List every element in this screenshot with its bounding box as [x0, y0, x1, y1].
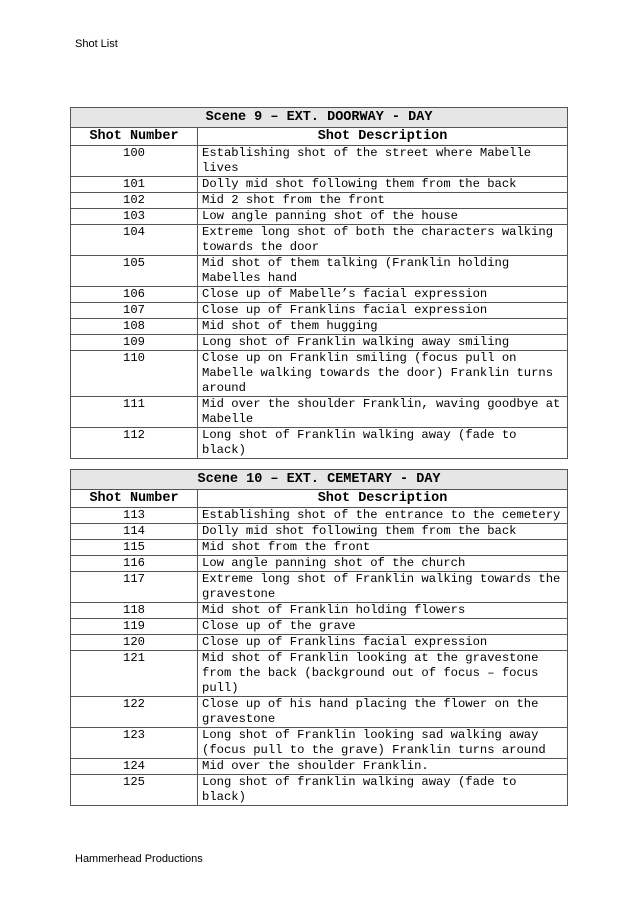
- table-row: [71, 287, 568, 303]
- shot-number: 114: [71, 524, 198, 540]
- shot-number: 118: [71, 603, 198, 619]
- table-row: [71, 397, 568, 428]
- table-row: [71, 351, 568, 397]
- table-row: [71, 335, 568, 351]
- table-row: [71, 177, 568, 193]
- shot-description: Mid over the shoulder Franklin, waving goodbye at Mabelle: [198, 397, 568, 428]
- shot-number: 119: [71, 619, 198, 635]
- shot-number: 113: [71, 508, 198, 524]
- table-row: [71, 508, 568, 524]
- table-row: [71, 428, 568, 459]
- table-row: [71, 759, 568, 775]
- shot-description: Extreme long shot of Franklin walking towards the gravestone: [198, 572, 568, 603]
- shot-description: Low angle panning shot of the church: [198, 556, 568, 572]
- shot-description: Close up of Mabelle’s facial expression: [198, 287, 568, 303]
- table-row: [71, 775, 568, 806]
- table-row: [71, 146, 568, 177]
- shot-description: Close up of his hand placing the flower on the gravestone: [198, 697, 568, 728]
- shot-description: Mid over the shoulder Franklin.: [198, 759, 568, 775]
- shot-description: Mid 2 shot from the front: [198, 193, 568, 209]
- table-row: [71, 256, 568, 287]
- shot-description: Long shot of franklin walking away (fade to black): [198, 775, 568, 806]
- shot-description: Dolly mid shot following them from the back: [198, 177, 568, 193]
- shot-description: Mid shot of them talking (Franklin holding Mabelles hand: [198, 256, 568, 287]
- table-row: [71, 651, 568, 697]
- shot-description: Extreme long shot of both the characters walking towards the door: [198, 225, 568, 256]
- table-row: [71, 193, 568, 209]
- page-header: Shot List: [75, 38, 118, 50]
- shot-number: 116: [71, 556, 198, 572]
- shot-description: Dolly mid shot following them from the back: [198, 524, 568, 540]
- shot-description: Establishing shot of the entrance to the cemetery: [198, 508, 568, 524]
- shot-number: 124: [71, 759, 198, 775]
- shot-number: 104: [71, 225, 198, 256]
- shot-number: 105: [71, 256, 198, 287]
- table-row: [71, 619, 568, 635]
- shot-number: 103: [71, 209, 198, 225]
- shot-number-header: Shot Number: [71, 490, 198, 508]
- shot-number: 110: [71, 351, 198, 397]
- shot-number: 121: [71, 651, 198, 697]
- table-row: [71, 572, 568, 603]
- shot-description: Close up of Franklins facial expression: [198, 635, 568, 651]
- shot-number: 122: [71, 697, 198, 728]
- shot-description: Close up on Franklin smiling (focus pull on Mabelle walking towards the door) Franklin turns around: [198, 351, 568, 397]
- shot-description: Low angle panning shot of the house: [198, 209, 568, 225]
- shot-description-header: Shot Description: [198, 128, 568, 146]
- shot-description: Close up of Franklins facial expression: [198, 303, 568, 319]
- shot-description: Mid shot of them hugging: [198, 319, 568, 335]
- shot-description: Mid shot of Franklin holding flowers: [198, 603, 568, 619]
- table-row: [71, 556, 568, 572]
- shot-description: Mid shot of Franklin looking at the gravestone from the back (background out of focus – focus pull): [198, 651, 568, 697]
- shot-description: Close up of the grave: [198, 619, 568, 635]
- table-row: [71, 697, 568, 728]
- page-footer: Hammerhead Productions: [75, 853, 203, 865]
- shot-number: 117: [71, 572, 198, 603]
- table-row: [71, 319, 568, 335]
- scene-title: Scene 10 – EXT. CEMETARY - DAY: [71, 470, 568, 490]
- shot-description-header: Shot Description: [198, 490, 568, 508]
- shot-number: 106: [71, 287, 198, 303]
- shot-number: 100: [71, 146, 198, 177]
- shot-description: Long shot of Franklin walking away (fade to black): [198, 428, 568, 459]
- shot-description: Long shot of Franklin walking away smiling: [198, 335, 568, 351]
- shot-number: 102: [71, 193, 198, 209]
- shot-description: Establishing shot of the street where Mabelle lives: [198, 146, 568, 177]
- shot-number: 107: [71, 303, 198, 319]
- shot-description: Long shot of Franklin looking sad walking away (focus pull to the grave) Franklin turns around: [198, 728, 568, 759]
- table-row: [71, 303, 568, 319]
- shot-number: 101: [71, 177, 198, 193]
- shot-number: 112: [71, 428, 198, 459]
- table-row: [71, 540, 568, 556]
- shot-number: 123: [71, 728, 198, 759]
- table-row: [71, 603, 568, 619]
- scene-title: Scene 9 – EXT. DOORWAY - DAY: [71, 108, 568, 128]
- table-row: [71, 225, 568, 256]
- shot-number: 120: [71, 635, 198, 651]
- table-row: [71, 728, 568, 759]
- shot-number: 111: [71, 397, 198, 428]
- table-row: [71, 524, 568, 540]
- shot-number: 108: [71, 319, 198, 335]
- shot-number: 109: [71, 335, 198, 351]
- shot-number: 125: [71, 775, 198, 806]
- scene-9-shot-table: [70, 107, 568, 459]
- table-row: [71, 635, 568, 651]
- shot-number-header: Shot Number: [71, 128, 198, 146]
- shot-description: Mid shot from the front: [198, 540, 568, 556]
- scene-10-shot-table: [70, 469, 568, 806]
- table-row: [71, 209, 568, 225]
- shot-number: 115: [71, 540, 198, 556]
